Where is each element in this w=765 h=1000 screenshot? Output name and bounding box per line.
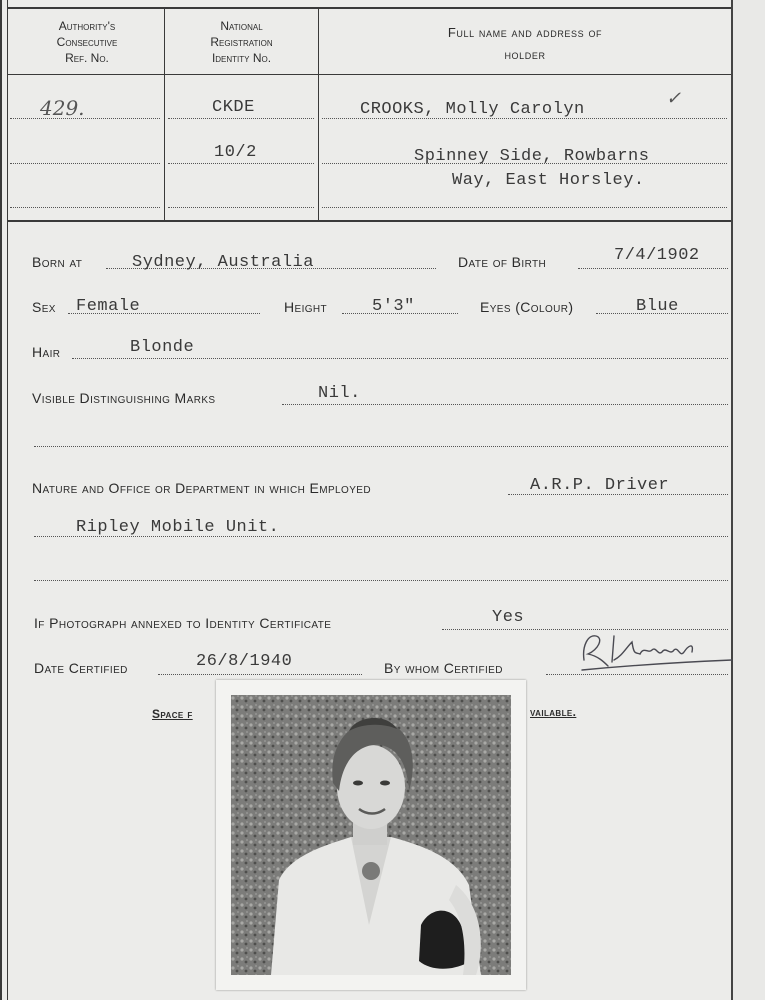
holder-name: CROOKS, Molly Carolyn [360, 100, 585, 119]
left-border-inner [7, 0, 8, 1000]
table-bottom-rule [7, 220, 731, 222]
dotted-line [34, 580, 728, 581]
employment-value-line2: Ripley Mobile Unit. [76, 518, 280, 537]
eyes-label: Eyes (Colour) [480, 299, 574, 315]
left-border [0, 0, 2, 1000]
height-value: 5'3" [372, 297, 415, 316]
ref-no-value: 429. [40, 96, 85, 120]
dotted-line [168, 163, 314, 164]
certifier-signature [574, 616, 734, 686]
space-label-right: vailable. [530, 705, 577, 719]
header-full-name: Full name and address of holder [447, 25, 603, 62]
dotted-line [282, 404, 728, 405]
header-rule [7, 74, 731, 75]
dotted-line [578, 268, 728, 269]
eyes-value: Blue [636, 297, 679, 316]
address-line1: Spinney Side, Rowbarns [414, 147, 650, 166]
top-rule [7, 7, 731, 9]
header-identity-no: National Registration Identity No. [210, 19, 273, 65]
height-label: Height [284, 299, 328, 315]
marks-value: Nil. [318, 384, 361, 403]
marks-label: Visible Distinguishing Marks [32, 390, 216, 406]
attached-photograph [216, 680, 526, 990]
dotted-line [10, 118, 160, 119]
photo-annexed-value: Yes [492, 608, 525, 627]
space-label-left: Space f [152, 707, 193, 721]
photo-annexed-label: If Photograph annexed to Identity Certificate [34, 615, 332, 631]
hair-value: Blonde [130, 338, 195, 357]
dotted-line [10, 163, 160, 164]
check-mark: ✓ [666, 88, 682, 109]
dotted-line [322, 207, 727, 208]
date-certified-label: Date Certified [34, 660, 128, 676]
hair-label: Hair [32, 344, 61, 360]
date-certified-value: 26/8/1940 [196, 652, 293, 671]
portrait-photo [231, 695, 511, 975]
dob-label: Date of Birth [458, 254, 547, 270]
dotted-line [168, 118, 314, 119]
header-ref-no: Authority's Consecutive Ref. No. [56, 19, 118, 65]
right-edge-strip [731, 0, 765, 1000]
dotted-line [158, 674, 362, 675]
sex-label: Sex [32, 299, 56, 315]
dotted-line [10, 207, 160, 208]
born-at-label: Born at [32, 254, 83, 270]
dotted-line [72, 358, 728, 359]
address-line2: Way, East Horsley. [452, 171, 645, 190]
sex-value: Female [76, 297, 141, 316]
identity-no-line1: CKDE [212, 98, 255, 117]
portrait-illustration [231, 695, 511, 975]
identity-no-line2: 10/2 [214, 143, 257, 162]
employment-label: Nature and Office or Department in which Employed [32, 480, 371, 496]
born-at-value: Sydney, Australia [132, 253, 314, 272]
employment-value-line1: A.R.P. Driver [530, 476, 670, 495]
col-divider-2 [318, 7, 319, 222]
by-whom-label: By whom Certified [384, 660, 503, 676]
dotted-line [34, 446, 728, 447]
dob-value: 7/4/1902 [614, 246, 700, 265]
dotted-line [168, 207, 314, 208]
